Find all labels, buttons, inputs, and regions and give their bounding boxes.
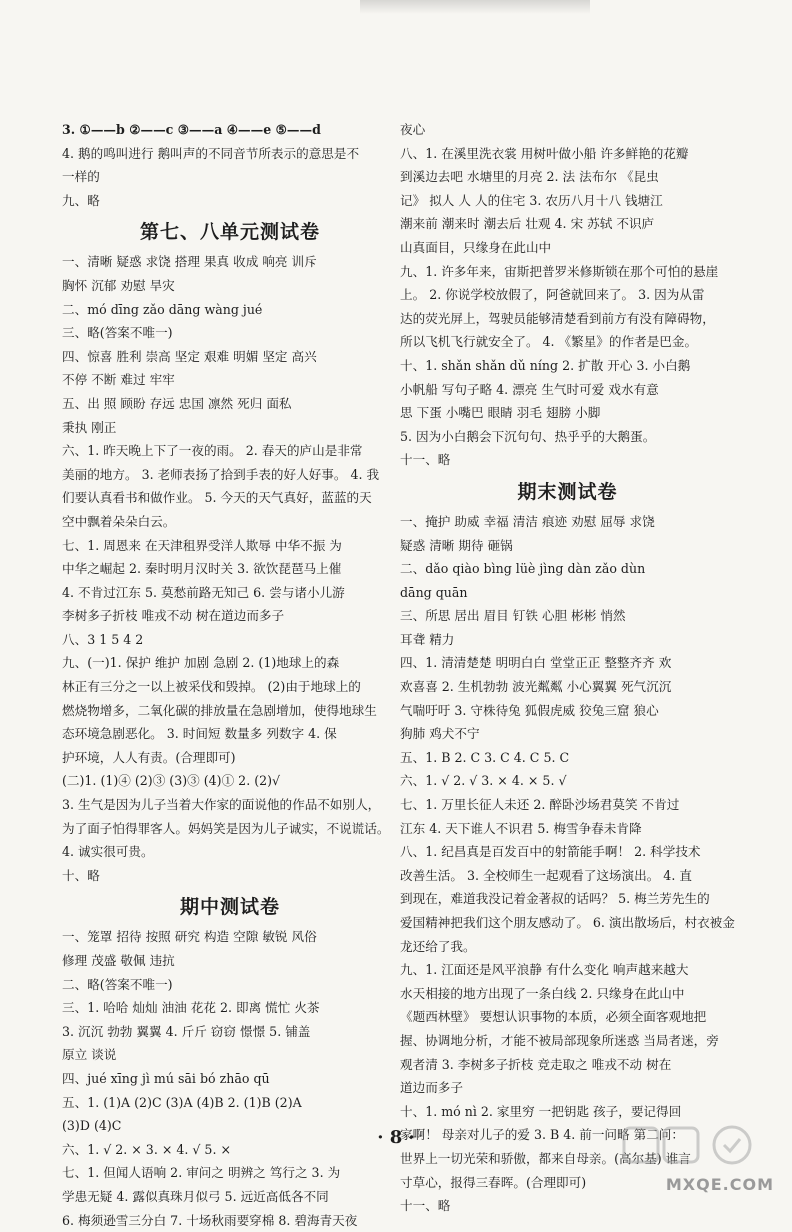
answer-line: 夜心 [400,122,426,137]
answer-line: 改善生活。 3. 全校师生一起观看了这场演出。 4. 直 [400,867,692,883]
answer-line: 十、1. shǎn shǎn dǔ níng 2. 扩散 开心 3. 小白鹅 [400,357,691,373]
answer-line: 潮来前 潮来时 潮去后 壮观 4. 宋 苏轼 不识庐 [400,216,655,232]
answer-line: 二、略(答案不唯一) [62,976,173,992]
answer-line: 十一、略 [400,1198,451,1214]
page-number: · 8 · [377,1127,415,1148]
answer-line: 胸怀 沉郁 劝慰 旱灾 [62,277,175,293]
answer-line: 中华之崛起 2. 秦时明月汉时关 3. 欲饮琵琶马上催 [62,561,342,577]
left-column [62,118,398,1232]
answer-line: (3)D (4)C [62,1118,122,1134]
section-final-answers [400,510,735,1218]
answer-line: 水天相接的地方出现了一条白线 2. 只缘身在此山中 [400,985,685,1001]
scan-top-smudge [360,0,590,14]
answer-line: 们要认真看书和做作业。 5. 今天的天气真好，蓝蓝的天 [62,490,372,506]
watermark-text: MXQE.COM [665,1175,774,1194]
answer-line: 八、1. 纪昌真是百发百中的射箭能手啊！ 2. 科学技术 [400,844,701,860]
answer-line: 五、出 照 顾盼 存远 忠国 凛然 死归 面私 [62,395,292,411]
answer-line: 5. 因为小白鹅会下沉句句、热乎乎的大鹅蛋。 [400,428,656,444]
answer-line: 一、笼罩 招待 按照 研究 构造 空隙 敏锐 风俗 [62,929,317,945]
answer-line: 3. 生气是因为儿子当着大作家的面说他的作品不如别人， [62,797,381,813]
answer-line: 空中飘着朵朵白云。 [62,513,176,529]
answer-line: 四、惊喜 胜利 崇高 坚定 艰难 明媚 坚定 高兴 [62,348,317,364]
answer-line: 《题西林壁》 要想认识事物的本质，必须全面客观地把 [400,1009,707,1025]
answer-line: 达的荧光屏上，驾驶员能够清楚看到前方有没有障碍物， [400,310,715,326]
answer-line: 4. 诚实很可贵。 [62,844,154,860]
answer-line: 燃烧物增多，二氧化碳的排放量在急剧增加，使得地球生 [62,702,377,718]
answer-line: 耳聋 精力 [400,631,455,647]
answer-line: 到现在，难道我没记着金著叔的话吗？ 5. 梅兰芳先生的 [400,891,710,907]
answer-line: 秉执 刚正 [62,419,117,435]
answer-line: 山真面目，只缘身在此山中 [400,239,552,255]
answer-line: 观者清 3. 李树多子折枝 竞走取之 唯戎不动 树在 [400,1056,672,1072]
answer-line: 握、协调地分析，才能不被局部现象所迷惑 当局者迷，旁 [400,1032,719,1048]
answer-line: 上。 2. 你说学校放假了，阿爸就回来了。 3. 因为从雷 [400,287,705,303]
answer-line: 十、略 [62,867,100,883]
answer-line: 学患无疑 4. 露似真珠月似弓 5. 远近高低各不同 [62,1188,329,1204]
left-top-answers [62,118,398,212]
answer-line: 七、1. 万里长征人未还 2. 醉卧沙场君莫笑 不肯过 [400,797,680,813]
answer-line: 态环境急剧恶化。 3. 时间短 数量多 列数字 4. 保 [62,726,337,742]
answer-line: 家啊！ 母亲对儿子的爱 3. B 4. 前一问略 第二问： [400,1127,684,1143]
answer-line: dāng quān [400,584,468,600]
right-column [400,118,735,1218]
answer-line: 思 下蛋 小嘴巴 眼睛 羽毛 翅膀 小脚 [400,405,601,421]
answer-line: 五、1. (1)A (2)C (3)A (4)B 2. (1)B (2)A [62,1094,302,1110]
answer-line: 3. 沉沉 勃勃 翼翼 4. 斤斤 窃窃 憬憬 5. 铺盖 [62,1023,311,1039]
answer-line: 林正有三分之一以上被采伐和毁掉。 (2)由于地球上的 [62,679,361,695]
answer-line: 所以飞机飞行就安全了。 4. 《繁星》的作者是巴金。 [400,334,698,350]
section-midterm-answers [62,925,398,1232]
section-title-units-7-8: 第七、八单元测试卷 [139,221,320,244]
answer-line: 修理 茂盛 敬佩 违抗 [62,953,175,968]
answer-line: 九、1. 许多年来，宙斯把普罗米修斯锁在那个可怕的悬崖 [400,263,719,279]
right-top-answers [400,118,735,472]
answer-line: 八、3 1 5 4 2 [62,631,144,647]
section-units-7-8-answers [62,250,398,887]
section-title-final: 期末测试卷 [517,480,618,503]
answer-line: 七、1. 但闻人语响 2. 审问之 明辨之 笃行之 3. 为 [62,1165,341,1181]
answer-line: 记》 拟人 人 人的住宅 3. 农历八月十八 钱塘江 [400,192,663,208]
answer-line: 四、1. 清清楚楚 明明白白 堂堂正正 整整齐齐 欢 [400,655,672,671]
answer-line: 二、mó dīng zǎo dāng wàng jué [62,301,263,317]
answer-line: 4. 不肯过江东 5. 莫愁前路无知己 6. 尝与诸小儿游 [62,584,345,600]
answer-line: 十一、略 [400,452,451,468]
answer-line: 龙还给了我。 [400,938,476,954]
answer-line: 不停 不断 难过 牢牢 [62,372,175,388]
answer-line: 狗肺 鸡犬不宁 [400,726,480,742]
answer-line: 道边而多子 [400,1080,463,1096]
answer-line: 欢喜喜 2. 生机勃勃 波光粼粼 小心翼翼 死气沉沉 [400,679,672,695]
answer-line: 八、1. 在溪里洗衣裳 用树叶做小船 许多鲜艳的花瓣 [400,145,689,161]
answer-line: 为了面子怕得罪客人。妈妈笑是因为儿子诚实，不说谎话。 [62,820,390,836]
answer-line: 三、所思 居出 眉目 钉铁 心胆 彬彬 悄然 [400,608,626,624]
answer-line: (二)1. (1)④ (2)③ (3)③ (4)① 2. (2)√ [62,773,281,789]
answer-line: 七、1. 周恩来 在天津租界受洋人欺辱 中华不振 为 [62,537,342,553]
answer-line: 原立 谈说 [62,1047,117,1063]
answer-line: 九、(一)1. 保护 维护 加剧 急剧 2. (1)地球上的森 [62,655,340,671]
answer-line: 九、略 [62,192,100,208]
answer-line: 寸草心，报得三春晖。(合理即可) [400,1174,587,1190]
answer-line: 九、1. 江面还是风平浪静 有什么变化 响声越来越大 [400,962,689,978]
answer-line: 三、1. 哈哈 灿灿 油油 花花 2. 即离 慌忙 火茶 [62,1000,320,1016]
answer-line: 一、掩护 助威 幸福 清洁 痕迹 劝慰 屈辱 求饶 [400,513,655,529]
answer-line: 4. 鹅的鸣叫进行 鹅叫声的不同音节所表示的意思是不 [62,145,360,161]
answer-line: 六、1. 昨天晚上下了一夜的雨。 2. 春天的庐山是非常 [62,443,363,459]
answer-line: 三、略(答案不唯一) [62,325,173,341]
answer-line: 到溪边去吧 水塘里的月亮 2. 法 法布尔 《昆虫 [400,169,659,185]
answer-line: 李树多子折枝 唯戎不动 树在道边而多子 [62,608,285,624]
answer-line: 江东 4. 天下谁人不识君 5. 梅雪争春未肯降 [400,820,642,836]
answer-line: 爱国精神把我们这个朋友感动了。 6. 演出散场后，村衣被金 [400,915,735,930]
answer-line: 一样的 [62,169,100,185]
answer-line: 世界上一切光荣和骄傲，都来自母亲。(高尔基) 谁言 [400,1150,691,1166]
answer-line: 护环境，人人有责。(合理即可) [62,749,236,765]
answer-line: 美丽的地方。 3. 老师表扬了拾到手表的好人好事。 4. 我 [62,466,380,482]
answer-line: 3. ①——b ②——c ③——a ④——e ⑤——d [62,122,321,137]
answer-line: 四、jué xīng jì mú sāi bó zhāo qū [62,1070,270,1086]
answer-line: 六、1. √ 2. √ 3. × 4. × 5. √ [400,773,567,789]
answer-line: 五、1. B 2. C 3. C 4. C 5. C [400,749,570,765]
answer-line: 小帆船 写句子略 4. 漂亮 生气时可爱 戏水有意 [400,381,659,397]
answer-line: 十、1. mó nì 2. 家里穷 一把钥匙 孩子，要记得回 [400,1103,682,1119]
answer-line: 6. 梅须逊雪三分白 7. 十场秋雨要穿棉 8. 碧海青天夜 [62,1212,358,1228]
answer-line: 二、dǎo qiào bìng lüè jìng dàn zǎo dùn [400,561,646,577]
answer-line: 六、1. √ 2. × 3. × 4. √ 5. × [62,1141,232,1157]
answer-line: 一、清晰 疑惑 求饶 搭理 果真 收成 响亮 训斥 [62,254,317,270]
section-title-midterm: 期中测试卷 [179,896,280,919]
answer-line: 气喘吁吁 3. 守株待兔 狐假虎威 狡兔三窟 狼心 [400,702,659,718]
answer-line: 疑惑 清晰 期待 砸锅 [400,537,513,553]
